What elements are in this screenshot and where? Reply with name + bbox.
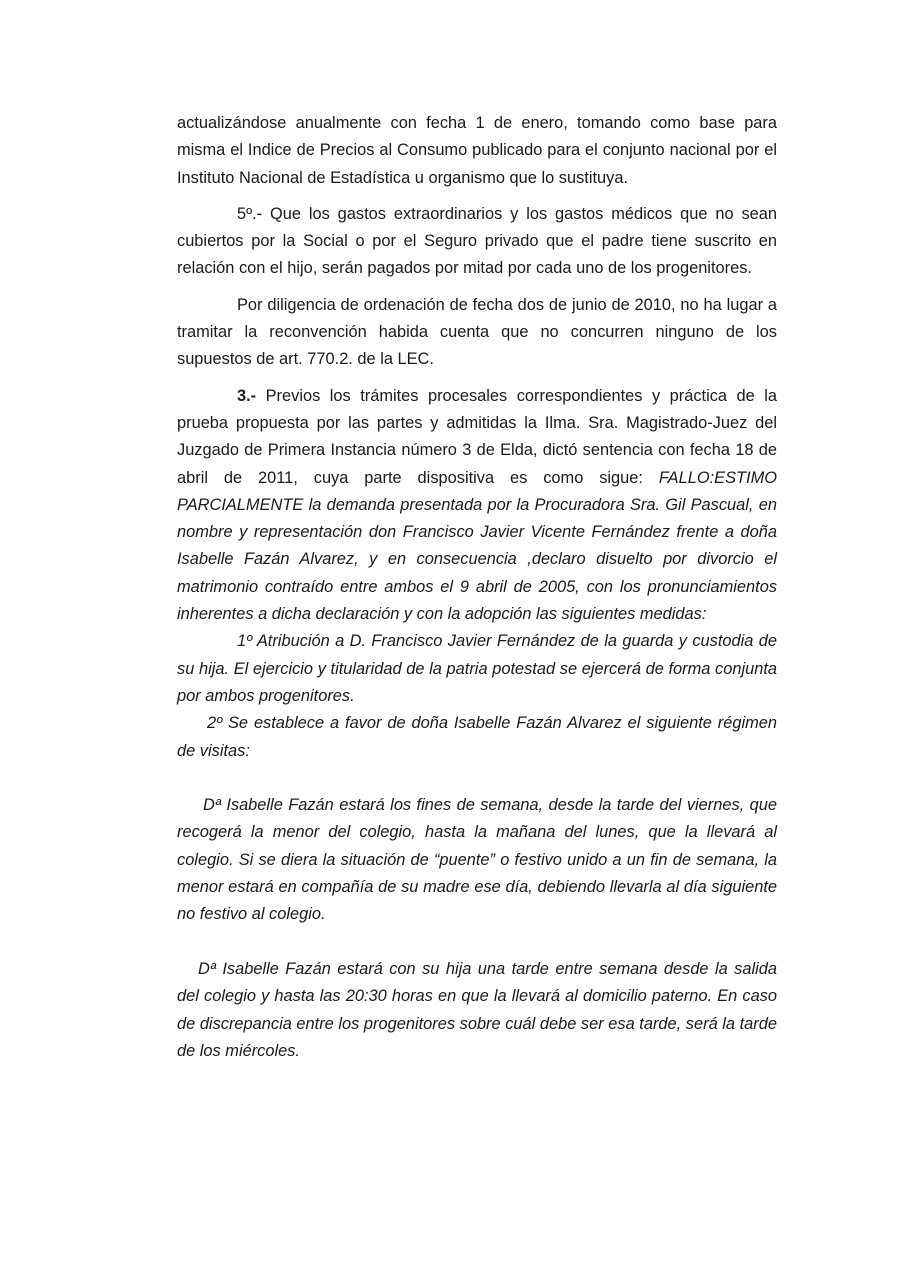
paragraph-number: 3.- bbox=[237, 386, 257, 405]
paragraph-extraordinary-expenses: 5º.- Que los gastos extraordinarios y los gastos médicos que no sean cubiertos por la Social o por el Seguro privado que el padre tiene suscrito en relación con el hijo, serán pagados por mitad por cada uno de los progenitores. bbox=[177, 204, 777, 278]
blank-line bbox=[177, 929, 777, 956]
visits-weekends: Dª Isabelle Fazán estará los fines de semana, desde la tarde del viernes, que recogerá la menor del colegio, hasta la mañana del lunes, que la llevará al colegio. Si se diera la situación de “puente” o festivo unido a un fin de semana, la menor estará en compañía de su madre ese día, debiendo llevarla al día siguiente no festivo al colegio. bbox=[177, 796, 777, 924]
measure-visits: 2º Se establece a favor de doña Isabelle Fazán Alvarez el siguiente régimen de visitas: bbox=[177, 714, 777, 760]
blank-line bbox=[177, 765, 777, 792]
document-page bbox=[177, 110, 777, 1065]
paragraph-update-index: actualizándose anualmente con fecha 1 de enero, tomando como base para misma el Indice de Precios al Consumo publicado para el conjunto nacional por el Instituto Nacional de Estadística u organismo que lo sustituya. bbox=[177, 114, 777, 187]
paragraph-sentencia bbox=[177, 383, 777, 629]
paragraph-ordenacion: Por diligencia de ordenación de fecha dos de junio de 2010, no ha lugar a tramitar la reconvención habida cuenta que no concurren ninguno de los supuestos de art. 770.2. de la LEC. bbox=[177, 295, 777, 369]
paragraph-sentencia-text: Previos los trámites procesales correspondientes y práctica de la prueba propuesta por las partes y admitidas la Ilma. Sra. Magistrado-Juez del Juzgado de Primera Instancia número 3 de Elda, dictó sentencia con fecha 18 de abril de 2011, cuya parte dispositiva es como sigue: bbox=[177, 386, 777, 487]
measure-custody: 1º Atribución a D. Francisco Javier Fernández de la guarda y custodia de su hija. El ejercicio y titularidad de la patria potestad se ejercerá de forma conjunta por ambos progenitores. bbox=[177, 632, 777, 705]
visits-weekday: Dª Isabelle Fazán estará con su hija una tarde entre semana desde la salida del colegio y hasta las 20:30 horas en que la llevará al domicilio paterno. En caso de discrepancia entre los progenitores sobre cuál debe ser esa tarde, será la tarde de los miércoles. bbox=[177, 959, 777, 1060]
fallo-text: FALLO:ESTIMO PARCIALMENTE la demanda presentada por la Procuradora Sra. Gil Pascual, en nombre y representación don Francisco Javier Vicente Fernández frente a doña Isabelle Fazán Alvarez, y en consecuencia ,declaro disuelto por divorcio el matrimonio contraído entre ambos el 9 abril de 2005, con los pronunciamientos inherentes a dicha declaración y con la adopción las siguientes medidas: bbox=[177, 468, 777, 624]
